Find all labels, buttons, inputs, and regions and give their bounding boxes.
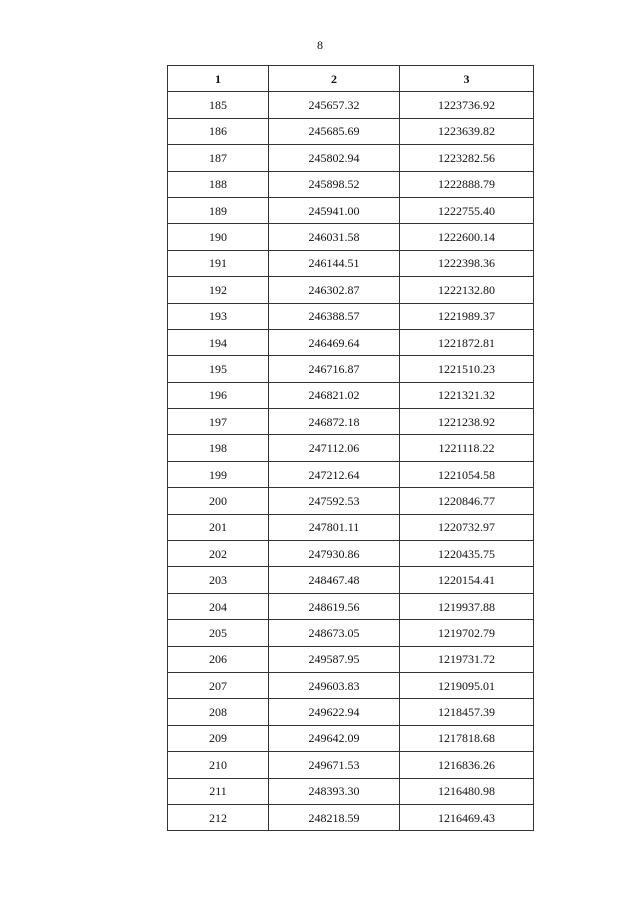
table-cell-col-1: 192 — [168, 277, 269, 303]
table-cell-col-2: 246031.58 — [269, 224, 400, 250]
page-number: 8 — [317, 38, 323, 52]
table-row — [168, 620, 534, 646]
table-cell-col-1: 197 — [168, 409, 269, 435]
table-row — [168, 752, 534, 778]
table-cell-col-3: 1219095.01 — [400, 672, 534, 698]
table-row — [168, 461, 534, 487]
table-cell-col-1: 210 — [168, 752, 269, 778]
table-cell-col-2: 249622.94 — [269, 699, 400, 725]
table-body — [168, 92, 534, 831]
column-header-3: 3 — [400, 66, 534, 92]
table-cell-col-3: 1223282.56 — [400, 145, 534, 171]
table-cell-col-3: 1221321.32 — [400, 382, 534, 408]
table-cell-col-2: 248218.59 — [269, 804, 400, 830]
table-row — [168, 435, 534, 461]
table-cell-col-3: 1220846.77 — [400, 488, 534, 514]
table-cell-col-2: 249587.95 — [269, 646, 400, 672]
table-cell-col-3: 1221238.92 — [400, 409, 534, 435]
table-row — [168, 778, 534, 804]
table-cell-col-3: 1222132.80 — [400, 277, 534, 303]
table-cell-col-2: 246821.02 — [269, 382, 400, 408]
table-cell-col-1: 198 — [168, 435, 269, 461]
table-cell-col-3: 1220435.75 — [400, 541, 534, 567]
table-cell-col-3: 1222600.14 — [400, 224, 534, 250]
table-cell-col-2: 247212.64 — [269, 461, 400, 487]
table-cell-col-3: 1221989.37 — [400, 303, 534, 329]
table-row — [168, 277, 534, 303]
table-cell-col-1: 188 — [168, 171, 269, 197]
table-cell-col-3: 1222755.40 — [400, 197, 534, 223]
table-cell-col-1: 204 — [168, 593, 269, 619]
table-row — [168, 224, 534, 250]
table-cell-col-1: 189 — [168, 197, 269, 223]
table-cell-col-3: 1221118.22 — [400, 435, 534, 461]
table-cell-col-1: 207 — [168, 672, 269, 698]
table-cell-col-2: 246388.57 — [269, 303, 400, 329]
table-cell-col-3: 1221510.23 — [400, 356, 534, 382]
table-cell-col-2: 248673.05 — [269, 620, 400, 646]
header-row — [168, 66, 534, 92]
table-row — [168, 250, 534, 276]
table-cell-col-1: 190 — [168, 224, 269, 250]
table-cell-col-3: 1219702.79 — [400, 620, 534, 646]
table-row — [168, 514, 534, 540]
table-cell-col-1: 195 — [168, 356, 269, 382]
table-row — [168, 118, 534, 144]
table-row — [168, 92, 534, 118]
table-cell-col-2: 245685.69 — [269, 118, 400, 144]
table-cell-col-3: 1216836.26 — [400, 752, 534, 778]
table-row — [168, 672, 534, 698]
table-cell-col-3: 1220732.97 — [400, 514, 534, 540]
coordinates-table — [167, 65, 534, 831]
table-cell-col-2: 246872.18 — [269, 409, 400, 435]
table-row — [168, 145, 534, 171]
table-cell-col-3: 1222888.79 — [400, 171, 534, 197]
table-cell-col-3: 1220154.41 — [400, 567, 534, 593]
table-cell-col-2: 249603.83 — [269, 672, 400, 698]
table-cell-col-3: 1223736.92 — [400, 92, 534, 118]
table-cell-col-1: 193 — [168, 303, 269, 329]
table-cell-col-1: 212 — [168, 804, 269, 830]
table-cell-col-1: 187 — [168, 145, 269, 171]
table-cell-col-1: 208 — [168, 699, 269, 725]
table-row — [168, 409, 534, 435]
table-row — [168, 567, 534, 593]
table-cell-col-2: 245941.00 — [269, 197, 400, 223]
table-cell-col-3: 1218457.39 — [400, 699, 534, 725]
table-cell-col-3: 1221872.81 — [400, 329, 534, 355]
table-cell-col-1: 205 — [168, 620, 269, 646]
table-cell-col-1: 200 — [168, 488, 269, 514]
table-cell-col-2: 246144.51 — [269, 250, 400, 276]
table-cell-col-1: 196 — [168, 382, 269, 408]
table-row — [168, 646, 534, 672]
table-header — [168, 66, 534, 92]
column-header-2: 2 — [269, 66, 400, 92]
column-header-1: 1 — [168, 66, 269, 92]
table-cell-col-3: 1219937.88 — [400, 593, 534, 619]
table-cell-col-2: 249642.09 — [269, 725, 400, 751]
table-cell-col-2: 245898.52 — [269, 171, 400, 197]
table-cell-col-1: 202 — [168, 541, 269, 567]
table-cell-col-2: 248467.48 — [269, 567, 400, 593]
table-row — [168, 382, 534, 408]
table-row — [168, 725, 534, 751]
table-cell-col-3: 1223639.82 — [400, 118, 534, 144]
table-row — [168, 804, 534, 830]
table-cell-col-1: 203 — [168, 567, 269, 593]
table-cell-col-2: 247112.06 — [269, 435, 400, 461]
table-cell-col-3: 1216469.43 — [400, 804, 534, 830]
table-row — [168, 488, 534, 514]
table-row — [168, 699, 534, 725]
table-cell-col-1: 206 — [168, 646, 269, 672]
table-cell-col-3: 1217818.68 — [400, 725, 534, 751]
table-cell-col-1: 191 — [168, 250, 269, 276]
table-row — [168, 329, 534, 355]
table-cell-col-2: 247592.53 — [269, 488, 400, 514]
table-cell-col-3: 1221054.58 — [400, 461, 534, 487]
table-cell-col-2: 245657.32 — [269, 92, 400, 118]
table-cell-col-2: 248619.56 — [269, 593, 400, 619]
table-cell-col-1: 209 — [168, 725, 269, 751]
table-cell-col-2: 246469.64 — [269, 329, 400, 355]
table-cell-col-2: 246302.87 — [269, 277, 400, 303]
table-cell-col-2: 247801.11 — [269, 514, 400, 540]
table-cell-col-1: 194 — [168, 329, 269, 355]
table-row — [168, 593, 534, 619]
table-cell-col-1: 185 — [168, 92, 269, 118]
table-cell-col-2: 246716.87 — [269, 356, 400, 382]
table-cell-col-2: 248393.30 — [269, 778, 400, 804]
table-cell-col-1: 199 — [168, 461, 269, 487]
table-cell-col-2: 247930.86 — [269, 541, 400, 567]
table-cell-col-2: 245802.94 — [269, 145, 400, 171]
table-cell-col-1: 211 — [168, 778, 269, 804]
table-row — [168, 171, 534, 197]
table-row — [168, 197, 534, 223]
table-cell-col-1: 201 — [168, 514, 269, 540]
table-row — [168, 303, 534, 329]
table-cell-col-1: 186 — [168, 118, 269, 144]
table-cell-col-3: 1216480.98 — [400, 778, 534, 804]
table-cell-col-3: 1219731.72 — [400, 646, 534, 672]
table-row — [168, 356, 534, 382]
table-cell-col-3: 1222398.36 — [400, 250, 534, 276]
table-row — [168, 541, 534, 567]
table-cell-col-2: 249671.53 — [269, 752, 400, 778]
